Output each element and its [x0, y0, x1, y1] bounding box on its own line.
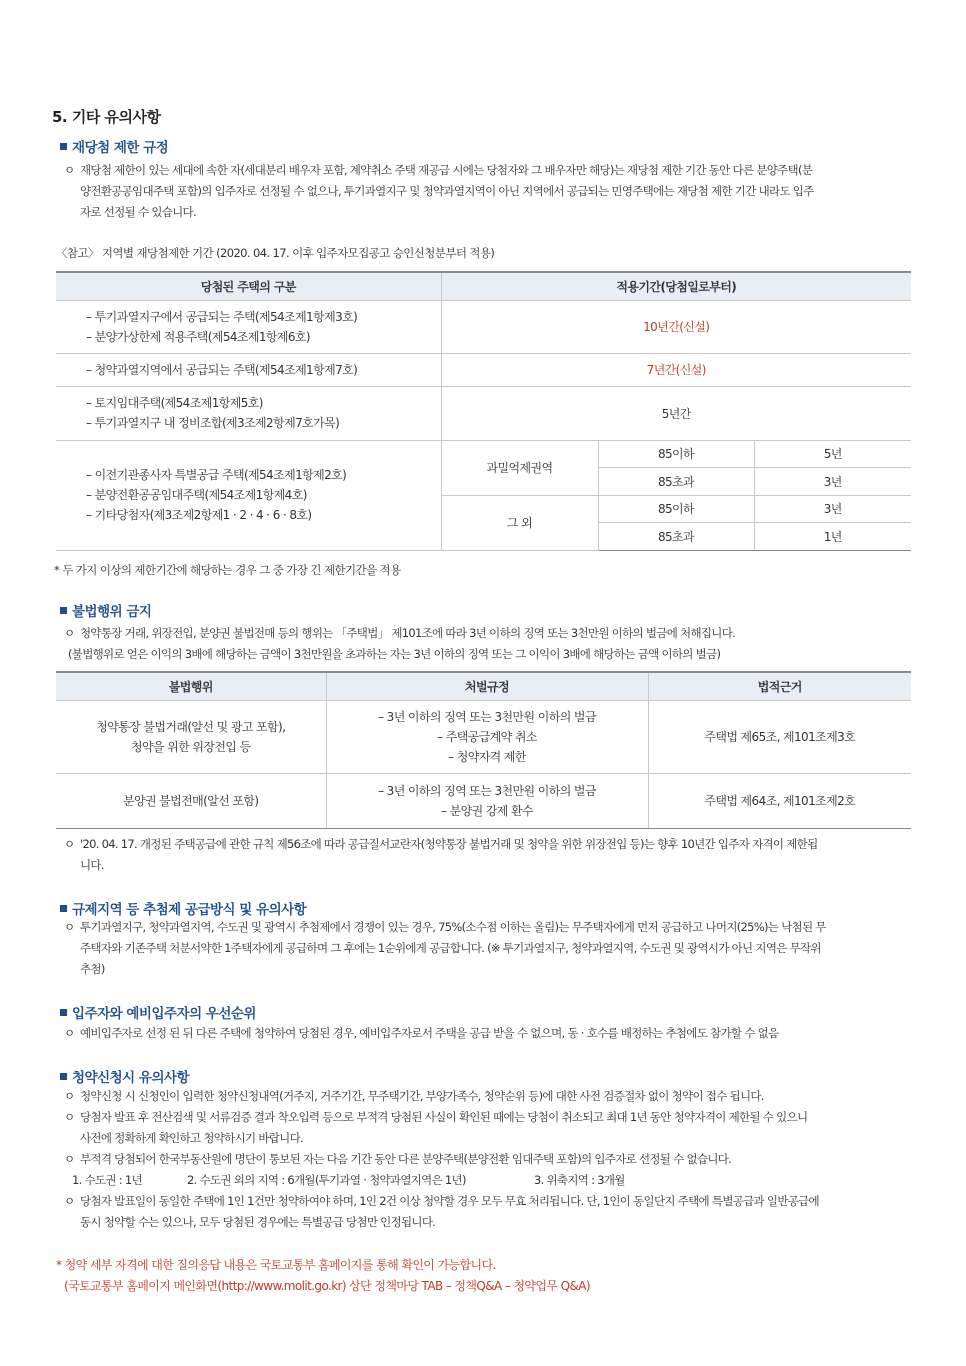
table-header: 당첨된 주택의 구분: [56, 272, 441, 300]
size-cell: 85이하: [598, 440, 754, 467]
application-paragraph: ㅇ 청약신청 시 신청인이 입력한 청약신청내역(거주지, 거주기간, 무주택기간, 부양가족수, 청약순위 등)에 대한 사전 검증절차 없이 청약이 접수 됩니다. ㅇ 당첨자 발표 후 전산검색 및 서류검증 결과 착오입력 등으로 부적격 당첨된 사실이 확인된 때에는 당첨이 취소되고 최대 1년 동안 청약자격이 제한될 수 있으니 사전에 정확하게 확인하고 청약하시기 바랍니다. ㅇ 부적격 당첨되어 한국부동산원에 명단이 통보된 자는 다음 기간 동안 다른 분양주택(분양전환 임대주택 포함)의 입주자로 선정될 수 없습니다. 1. 수도권 : 1년 2. 수도권 외의 지역 : 6개월(투기과열 · 청약과열지역은 1년) 3. 위축지역 : 3개월 ㅇ 당첨자 발표일이 동일한 주택에 1인 1건만 청약하여야 하며, 1인 2건 이상 청약할 경우 모두 무효 처리됩니다. 단, 1인이 동일단지 주택에 특별공급과 일반공급에 동시 청약할 수는 있으나, 모두 당첨된 경우에는 특별공급 당첨만 인정됩니다.: [64, 1086, 914, 1233]
subsection-title-rewin-limit: 재당첨 제한 규정: [60, 136, 168, 156]
square-bullet-icon: [60, 905, 67, 912]
table-header: 불법행위: [56, 672, 326, 700]
period-cell: 3년: [754, 467, 911, 495]
circle-bullet-icon: ㅇ: [64, 1152, 75, 1166]
table-cell: 주택법 제64조, 제101조제2호: [648, 773, 911, 828]
circle-bullet-icon: ㅇ: [64, 626, 75, 640]
period-cell: 1년: [754, 522, 911, 550]
circle-bullet-icon: ㅇ: [64, 920, 75, 934]
circle-bullet-icon: ㅇ: [64, 163, 75, 177]
table-cell: 청약통장 불법거래(알선 및 광고 포함), 청약을 위한 위장전입 등: [56, 700, 326, 773]
table-cell: 분양권 불법전매(알선 포함): [56, 773, 326, 828]
region-cell: 그 외: [441, 495, 598, 550]
footnote: * 두 가지 이상의 제한기간에 해당하는 경우 그 중 가장 긴 제한기간을 적용: [54, 563, 401, 577]
lottery-paragraph: ㅇ 투기과열지구, 청약과열지역, 수도권 및 광역시 추첨제에서 경쟁이 있는 경우, 75%(소수점 이하는 올림)는 무주택자에게 먼저 공급하고 나머지(25%)는 낙첨된 무 주택자와 기존주택 처분서약한 1주택자에게 공급하며 그 후에는 1순위에게 공급합니다. (※ 투기과열지구, 청약과열지역, 수도권 및 광역시가 아닌 지역은 무작위 추첨): [64, 917, 914, 980]
table-cell: 주택법 제65조, 제101조제3호: [648, 700, 911, 773]
circle-bullet-icon: ㅇ: [64, 1194, 75, 1208]
rewin-limit-table: [56, 271, 911, 551]
subsection-title-application: 청약신청시 유의사항: [60, 1066, 189, 1086]
size-cell: 85이하: [598, 495, 754, 522]
period-cell: 7년간(신설): [441, 353, 911, 386]
square-bullet-icon: [60, 1073, 67, 1080]
footer-note: * 청약 세부 자격에 대한 질의응답 내용은 국토교통부 홈페이지를 통해 확인이 가능합니다. (국토교통부 홈페이지 메인화면(http://www.molit.go.kr) 상단 정책마당 TAB – 정책Q&A – 청약업무 Q&A): [56, 1258, 590, 1293]
period-list: 1. 수도권 : 1년 2. 수도권 외의 지역 : 6개월(투기과열 · 청약과열지역은 1년) 3. 위축지역 : 3개월: [72, 1173, 625, 1187]
period-cell: 10년간(신설): [441, 300, 911, 353]
size-cell: 85초과: [598, 522, 754, 550]
period-cell: 3년: [754, 495, 911, 522]
period-cell: 5년: [754, 440, 911, 467]
illegal-after-paragraph: ㅇ '20. 04. 17. 개정된 주택공급에 관한 규칙 제56조에 따라 공급질서교란자(청약통장 불법거래 및 청약을 위한 위장전입 등)는 향후 10년간 입주자 자격이 제한됩 니다.: [64, 834, 914, 876]
priority-paragraph: ㅇ 예비입주자로 선정 된 뒤 다른 주택에 청약하여 당첨된 경우, 예비입주자로서 주택을 공급 받을 수 없으며, 동 · 호수를 배정하는 추첨에도 참가할 수 없음: [64, 1023, 914, 1044]
square-bullet-icon: [60, 1009, 67, 1016]
illegal-paragraph: ㅇ 청약통장 거래, 위장전입, 분양권 불법전매 등의 행위는 「주택법」 제101조에 따라 3년 이하의 징역 또는 3천만원 이하의 벌금에 처해집니다. (불법행위로 얻은 이익의 3배에 해당하는 금액이 3천만원을 초과하는 자는 3년 이하의 징역 또는 그 이익이 3배에 해당하는 금액 이하의 벌금): [64, 623, 914, 665]
square-bullet-icon: [60, 607, 67, 614]
table-header: 법적근거: [648, 672, 911, 700]
circle-bullet-icon: ㅇ: [64, 1089, 75, 1103]
table-cell: – 토지임대주택(제54조제1항제5호) – 투기과열지구 내 정비조합(제3조제2항제7호가목): [56, 386, 441, 440]
period-cell: 5년간: [441, 386, 911, 440]
circle-bullet-icon: ㅇ: [64, 1110, 75, 1124]
table-cell: – 3년 이하의 징역 또는 3천만원 이하의 벌금 – 주택공급계약 취소 – 청약자격 제한: [326, 700, 648, 773]
circle-bullet-icon: ㅇ: [64, 1026, 75, 1040]
square-bullet-icon: [60, 143, 67, 150]
subsection-title-priority: 입주자와 예비입주자의 우선순위: [60, 1002, 256, 1022]
rewin-limit-paragraph: ㅇ 재당첨 제한이 있는 세대에 속한 자(세대분리 배우자 포함, 계약취소 주택 재공급 시에는 당첨자와 그 배우자만 해당)는 재당첨 제한 기간 동안 다른 분양주택(분 양전환공공임대주택 포함)의 입주자로 선정될 수 없으나, 투기과열지구 및 청약과열지역이 아닌 지역에서 공급되는 민영주택에는 재당첨 제한 기간 내라도 입주 자로 선정될 수 있습니다.: [64, 160, 914, 223]
table-cell: – 3년 이하의 징역 또는 3천만원 이하의 벌금 – 분양권 강제 환수: [326, 773, 648, 828]
table-cell: – 청약과열지역에서 공급되는 주택(제54조제1항제7호): [56, 353, 441, 386]
reference-note: 〈참고〉 지역별 재당첨제한 기간 (2020. 04. 17. 이후 입주자모집공고 승인신청분부터 적용): [56, 246, 495, 260]
section-title: 5. 기타 유의사항: [52, 108, 161, 126]
region-cell: 과밀억제권역: [441, 440, 598, 495]
illegal-acts-table: [56, 671, 911, 829]
circle-bullet-icon: ㅇ: [64, 837, 75, 851]
subsection-title-lottery: 규제지역 등 추첨제 공급방식 및 유의사항: [60, 898, 306, 918]
table-cell: – 투기과열지구에서 공급되는 주택(제54조제1항제3호) – 분양가상한제 적용주택(제54조제1항제6호): [56, 300, 441, 353]
table-header: 처벌규정: [326, 672, 648, 700]
table-header: 적용기간(당첨일로부터): [441, 272, 911, 300]
size-cell: 85초과: [598, 467, 754, 495]
table-cell: – 이전기관종사자 특별공급 주택(제54조제1항제2호) – 분양전환공공임대주택(제54조제1항제4호) – 기타당첨자(제3조제2항제1 · 2 · 4 · 6 · 8호): [56, 440, 441, 550]
subsection-title-illegal: 불법행위 금지: [60, 600, 151, 620]
